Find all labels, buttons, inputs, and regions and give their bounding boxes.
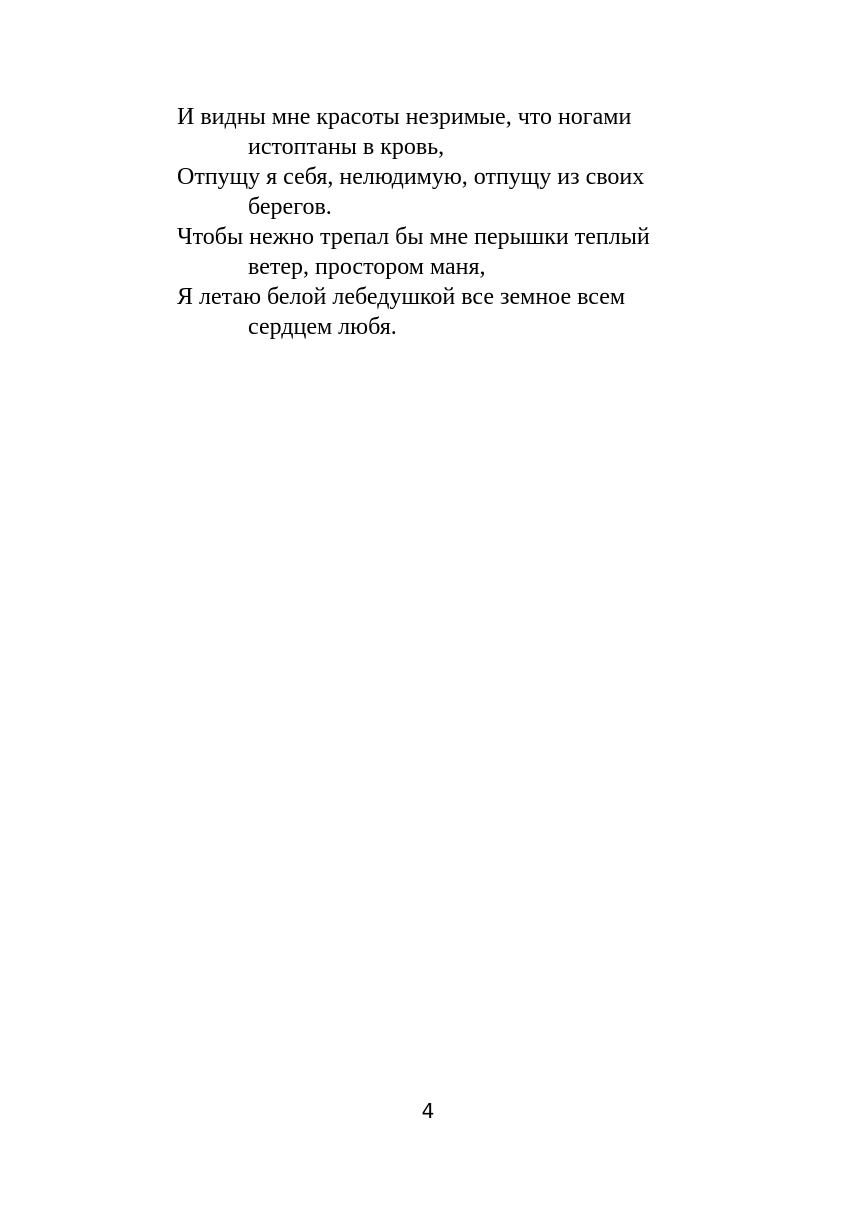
verse-line-continuation: берегов. <box>248 194 332 220</box>
verse-line-continuation: сердцем любя. <box>248 314 397 340</box>
verse-line: И видны мне красоты незримые, что ногами <box>177 104 632 130</box>
verse-line: Я летаю белой лебедушкой все земное всем <box>177 284 626 310</box>
poem-text <box>177 102 697 342</box>
verse-line: Отпущу я себя, нелюдимую, отпущу из своих <box>177 164 645 190</box>
verse-line: Чтобы нежно трепал бы мне перышки теплый <box>177 224 650 250</box>
verse-line-continuation: ветер, простором маня, <box>248 254 486 280</box>
page-number: 4 <box>421 1099 435 1123</box>
verse-line-continuation: истоптаны в кровь, <box>248 134 445 160</box>
